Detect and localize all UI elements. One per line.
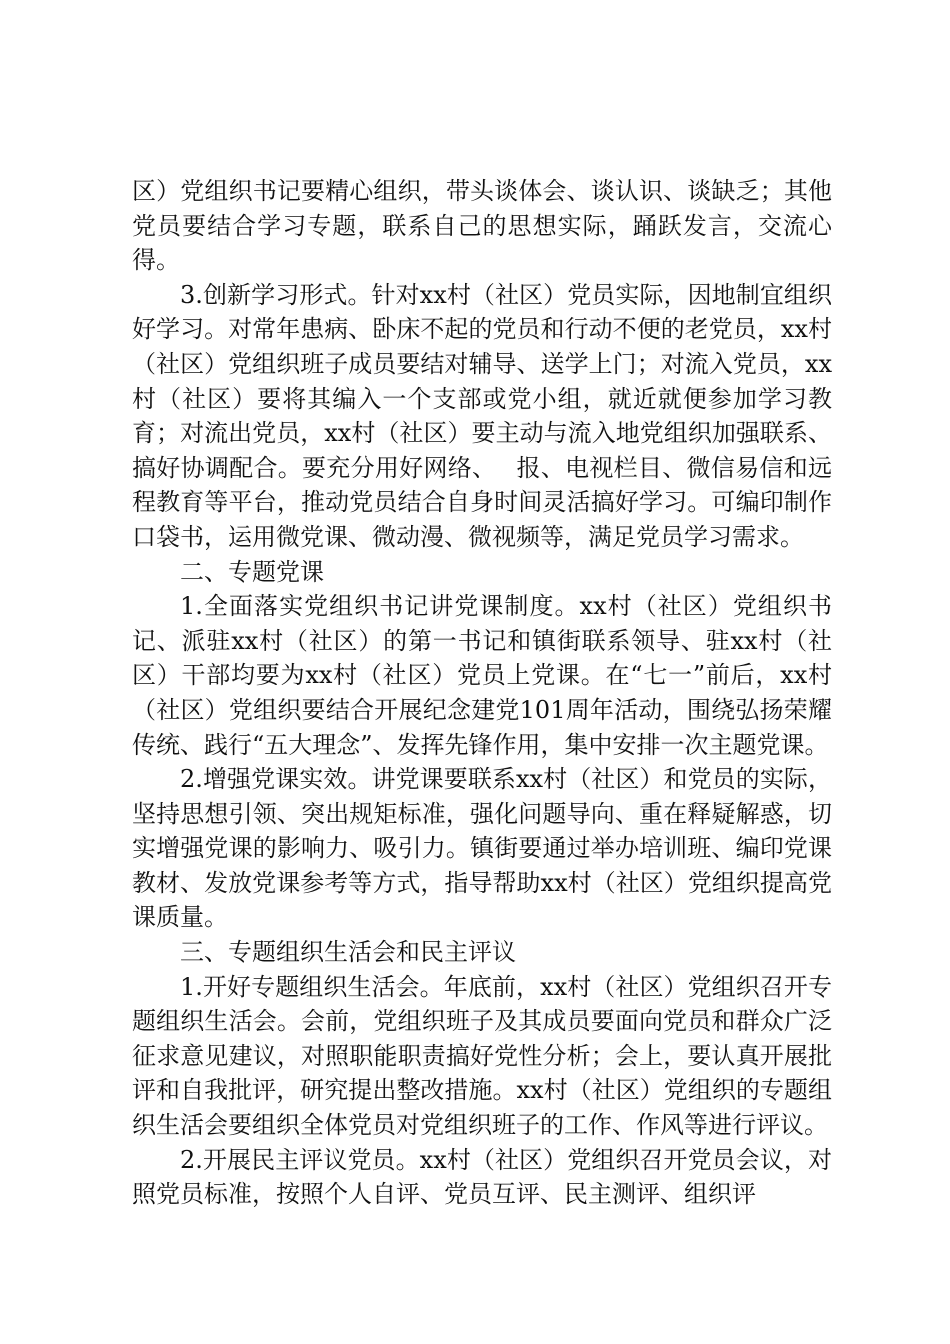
paragraph-organization-life-meeting: 1.开好专题组织生活会。年底前，xx村（社区）党组织召开专题组织生活会。会前，党组织班子及其成员要面向党员和群众广泛征求意见建议，对照职能职责搞好党性分析；会上，要认真开展批评和自我批评，研究提出整改措施。xx村（社区）党组织的专题组织生活会要组织全体党员对党组织班子的工作、作风等进行评议。 (132, 972, 832, 1140)
section-heading-life-meeting-evaluation: 三、专题组织生活会和民主评议 (180, 938, 516, 967)
paragraph-implement-party-class-system: 1.全面落实党组织书记讲党课制度。xx村（社区）党组织书记、派驻xx村（社区）的第一书记和镇街联系领导、驻xx村（社区）干部均要为xx村（社区）党员上党课。在“七一”前后，xx村（社区）党组织要结合开展纪念建党101周年活动，围绕弘扬荣耀传统、践行“五大理念”、发挥先锋作用，集中安排一次主题党课。 (132, 592, 832, 759)
paragraph-innovate-study-form: 3.创新学习形式。针对xx村（社区）党员实际，因地制宜组织好学习。对常年患病、卧床不起的党员和行动不便的老党员，xx村（社区）党组织班子成员要结对辅导、送学上门；对流入党员，xx村（社区）要将其编入一个支部或党小组，就近就便参加学习教育；对流出党员，xx村（社区）要主动与流入地党组织加强联系、搞好协调配合。要充分用好网络、 报、电视栏目、微信易信和远程教育等平台，推动党员结合自身时间灵活搞好学习。可编印制作口袋书，运用微党课、微动漫、微视频等，满足党员学习需求。 (132, 280, 832, 551)
section-heading-special-party-class: 二、专题党课 (180, 557, 324, 586)
paragraph-democratic-evaluation: 2.开展民主评议党员。xx村（社区）党组织召开党员会议，对照党员标准，按照个人自评、党员互评、民主测评、组织评 (132, 1145, 832, 1209)
paragraph-continued: 区）党组织书记要精心组织，带头谈体会、谈认识、谈缺乏；其他党员要结合学习专题，联系自己的思想实际，踊跃发言，交流心得。 (132, 177, 832, 275)
paragraph-enhance-party-class-effect: 2.增强党课实效。讲党课要联系xx村（社区）和党员的实际，坚持思想引领、突出规矩标准，强化问题导向、重在释疑解惑，切实增强党课的影响力、吸引力。镇街要通过举办培训班、编印党课教材、发放党课参考等方式，指导帮助xx村（社区）党组织提高党课质量。 (132, 765, 832, 932)
document-page (132, 174, 832, 1212)
